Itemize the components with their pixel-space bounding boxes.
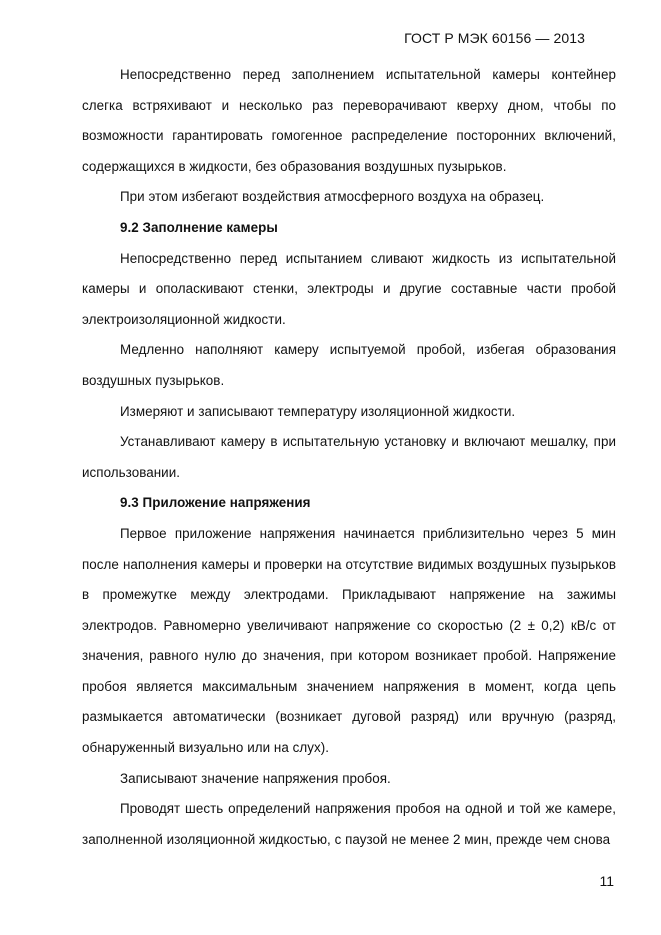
paragraph-apply-voltage: Первое приложение напряжения начинается приблизительно через 5 мин после наполнения камеры и проверки на отсутствие видимых воздушных пузырьков в промежутке между электродами. Прикладывают напряжение на зажимы электродов. Равномерно увеличивают напряжение со скоростью (2 ± 0,2) кВ/с от значения, равного нулю до значения, при котором возникает пробой. Напряжение пробоя является максимальным значением напряжения в момент, когда цепь размыкается автоматически (возникает дуговой разряд) или вручную (разряд, обнаруженный визуально или на слух). — [82, 525, 616, 756]
paragraph-install-chamber: Устанавливают камеру в испытательную установку и включают мешалку, при использовании. — [82, 434, 616, 480]
paragraph-avoid-air: При этом избегают воздействия атмосферного воздуха на образец. — [120, 189, 545, 205]
section-heading-9-2: 9.2 Заполнение камеры — [120, 219, 278, 235]
paragraph-six-determinations: Проводят шесть определений напряжения пробоя на одной и той же камере, заполненной изоляционной жидкостью, с паузой не менее 2 мин, прежде чем снова — [82, 801, 616, 847]
paragraph-rinse-chamber: Непосредственно перед испытанием сливают жидкость из испытательной камеры и ополаскивают стенки, электроды и другие составные части пробой электроизоляционной жидкости. — [82, 250, 616, 327]
paragraph-container-shaking: Непосредственно перед заполнением испытательной камеры контейнер слегка встряхивают и несколько раз переворачивают кверху дном, чтобы по возможности гарантировать гомогенное распределение посторонних включений, содержащихся в жидкости, без образования воздушных пузырьков. — [82, 67, 616, 174]
paragraph-measure-temperature: Измеряют и записывают температуру изоляционной жидкости. — [120, 403, 516, 419]
paragraph-record-breakdown: Записывают значение напряжения пробоя. — [120, 770, 391, 786]
section-heading-9-3: 9.3 Приложение напряжения — [120, 495, 311, 511]
paragraph-fill-slowly: Медленно наполняют камеру испытуемой пробой, избегая образования воздушных пузырьков. — [82, 342, 616, 388]
standard-header: ГОСТ Р МЭК 60156 — 2013 — [404, 30, 585, 46]
body-text — [82, 60, 616, 855]
page-number: 11 — [599, 873, 614, 889]
